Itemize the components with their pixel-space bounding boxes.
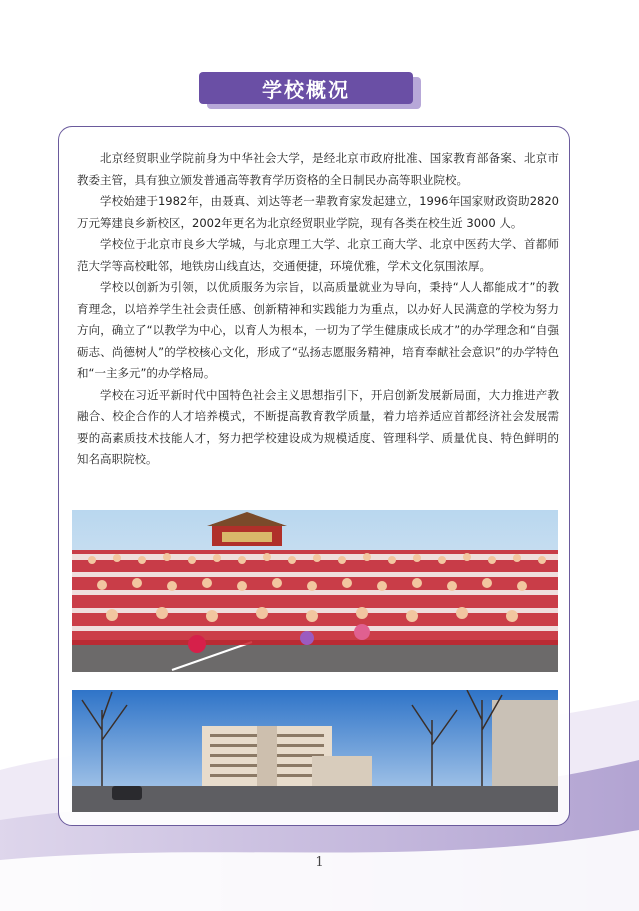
campus-photo bbox=[72, 690, 558, 812]
title-banner bbox=[199, 72, 413, 104]
intro-paragraph: 学校位于北京市良乡大学城，与北京理工大学、北京工商大学、北京中医药大学、首都师范大学等高校毗邻，地铁房山线直达，交通便捷，环境优雅，学术文化氛围浓厚。 bbox=[77, 237, 559, 273]
intro-paragraph: 学校以创新为引领，以优质服务为宗旨，以高质量就业为导向，秉持“人人都能成才”的教育理念，以培养学生社会责任感、创新精神和实践能力为重点，以办好人民满意的学校为努力方向，确立了“以教学为中心，以育人为根本，一切为了学生健康成长成才”的办学理念和“自强砺志、尚德树人”的学校核心文化，形成了“弘扬志愿服务精神，培育奉献社会意识”的办学特色和“一主多元”的办学格局。 bbox=[77, 280, 559, 380]
section-title-banner bbox=[199, 72, 429, 112]
school-introduction bbox=[77, 148, 559, 471]
intro-paragraph: 学校始建于1982年，由聂真、刘达等老一辈教育家发起建立，1996年国家财政资助2820万元筹建良乡新校区，2002年更名为北京经贸职业学院，现有各类在校生近 3000 人。 bbox=[77, 194, 559, 230]
intro-paragraph: 学校在习近平新时代中国特色社会主义思想指引下，开启创新发展新局面，大力推进产教融合、校企合作的人才培养模式，不断提高教育教学质量，着力培养适应首都经济社会发展需要的高素质技术技能人才，努力把学校建设成为规模适度、管理科学、质量优良、特色鲜明的知名高职院校。 bbox=[77, 387, 559, 466]
group-photo bbox=[72, 510, 558, 672]
page-title: 学校概况 bbox=[262, 77, 350, 102]
intro-paragraph: 北京经贸职业学院前身为中华社会大学，是经北京市政府批准、国家教育部备案、北京市教委主管，具有独立颁发普通高等教育学历资格的全日制民办高等职业院校。 bbox=[77, 151, 559, 187]
page-number: 1 bbox=[315, 855, 324, 870]
